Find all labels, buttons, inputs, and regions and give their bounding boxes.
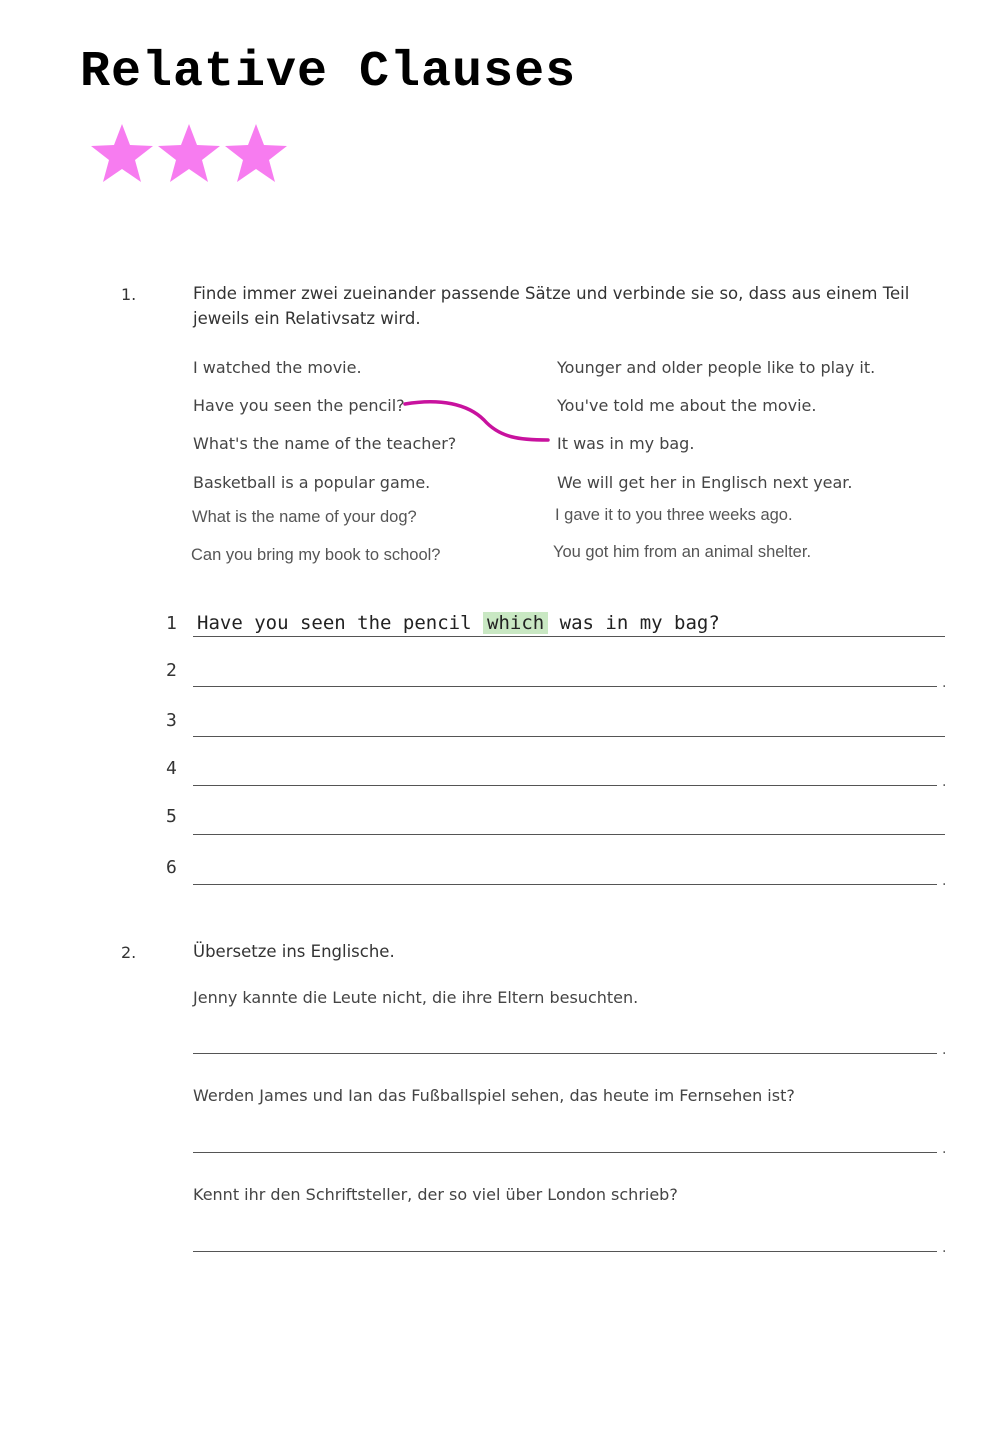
answer-line-6[interactable] xyxy=(193,884,937,885)
left-sentence-6: Can you bring my book to school? xyxy=(191,546,441,564)
left-sentence-5: What is the name of your dog? xyxy=(192,508,417,526)
exercise-2-instruction: Übersetze ins Englische. xyxy=(193,942,395,961)
line-number-4: 4 xyxy=(166,758,177,779)
translate-sentence-1: Jenny kannte die Leute nicht, die ihre Eltern besuchten. xyxy=(193,988,639,1007)
right-sentence-1: Younger and older people like to play it. xyxy=(557,358,876,377)
line-number-6: 6 xyxy=(166,857,177,878)
line-number-3: 3 xyxy=(166,710,177,731)
right-sentence-5: I gave it to you three weeks ago. xyxy=(555,506,793,524)
translate-sentence-2: Werden James und Ian das Fußballspiel sehen, das heute im Fernsehen ist? xyxy=(193,1086,795,1105)
line-number-2: 2 xyxy=(166,660,177,681)
line-number-5: 5 xyxy=(166,806,177,827)
star-icon xyxy=(157,122,221,186)
right-sentence-4: We will get her in Englisch next year. xyxy=(557,473,853,492)
left-sentence-1: I watched the movie. xyxy=(193,358,362,377)
star-icon xyxy=(90,122,154,186)
line-end-dot: . xyxy=(942,774,947,790)
exercise-2-number: 2. xyxy=(121,943,137,962)
answer-before: Have you seen the pencil xyxy=(197,612,472,634)
answer-line-1-text xyxy=(197,612,720,634)
answer-line-5[interactable] xyxy=(193,834,945,835)
line-end-dot: . xyxy=(942,675,947,691)
answer-line-3[interactable] xyxy=(193,736,945,737)
exercise-1-instruction: Finde immer zwei zueinander passende Sätze und verbinde sie so, dass aus einem Teil jeweils ein Relativsatz wird. xyxy=(193,284,910,328)
difficulty-stars xyxy=(90,122,290,186)
answer-line-4[interactable] xyxy=(193,785,937,786)
right-sentence-6: You got him from an animal shelter. xyxy=(553,543,812,561)
line-end-dot: . xyxy=(942,1240,947,1256)
left-sentence-3: What's the name of the teacher? xyxy=(193,434,457,453)
right-sentence-2: You've told me about the movie. xyxy=(557,396,817,415)
line-end-dot: . xyxy=(942,1141,947,1157)
translation-line-1[interactable] xyxy=(193,1053,937,1054)
line-end-dot: . xyxy=(942,873,947,889)
relative-pronoun-highlight: which xyxy=(483,612,548,634)
exercise-1-number: 1. xyxy=(121,285,137,304)
worksheet-title: Relative Clauses xyxy=(80,44,577,101)
answer-line-2[interactable] xyxy=(193,686,937,687)
line-number-1: 1 xyxy=(166,613,177,634)
left-sentence-2: Have you seen the pencil? xyxy=(193,396,405,415)
line-end-dot: . xyxy=(942,1042,947,1058)
translate-sentence-3: Kennt ihr den Schriftsteller, der so viel über London schrieb? xyxy=(193,1185,678,1204)
star-icon xyxy=(224,122,288,186)
translation-line-3[interactable] xyxy=(193,1251,937,1252)
right-sentence-3: It was in my bag. xyxy=(557,434,695,453)
left-sentence-4: Basketball is a popular game. xyxy=(193,473,431,492)
answer-line-1[interactable] xyxy=(193,636,945,637)
answer-after: was in my bag? xyxy=(559,612,720,634)
translation-line-2[interactable] xyxy=(193,1152,937,1153)
